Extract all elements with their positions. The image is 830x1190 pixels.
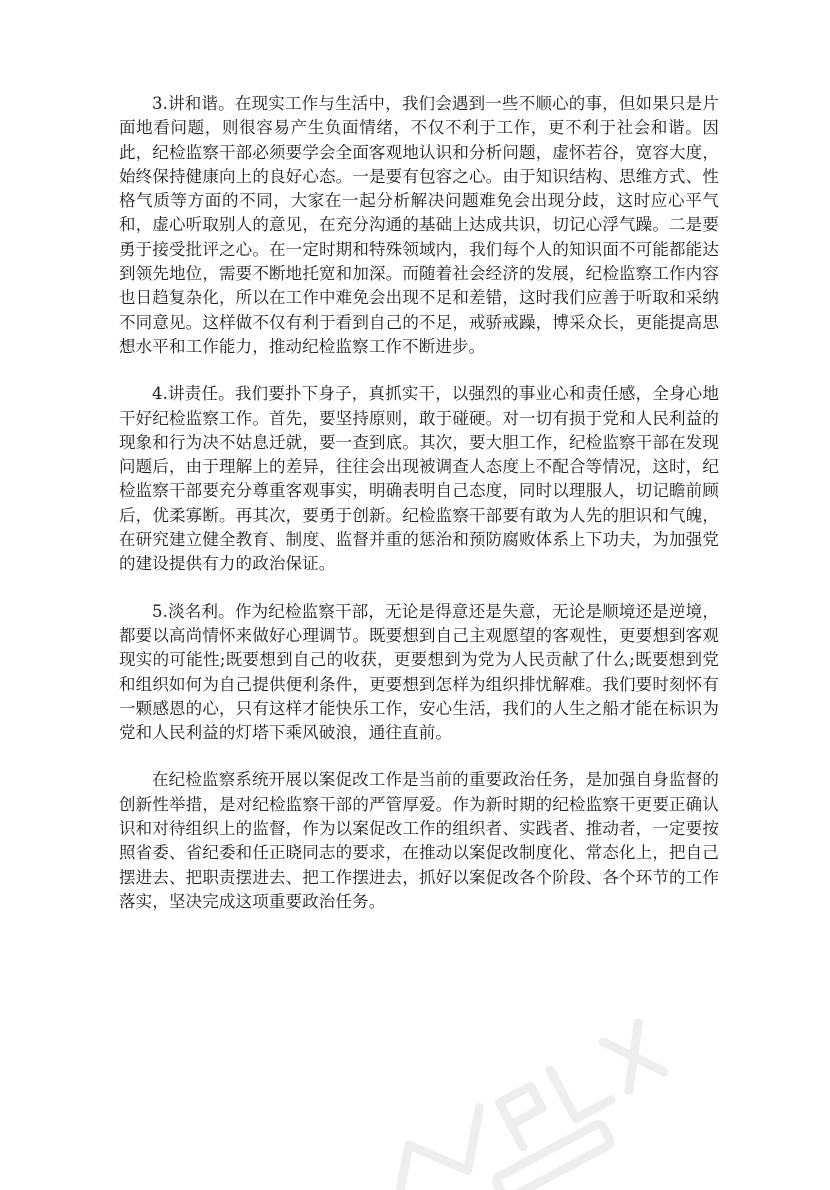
watermark-icon xyxy=(330,1010,710,1190)
paragraph-fame-and-gain: 5.淡名利。作为纪检监察干部，无论是得意还是失意，无论是顺境还是逆境，都要以高尚情怀来做好心理调节。既要想到自己主观愿望的客观性，更要想到客观现实的可能性;既要想到自己的收获，更要想到为党为人民贡献了什么;既要想到党和组织如何为自己提供便利条件，更要想到怎样为组织排忧解难。我们要时刻怀有一颗感恩的心，只有这样才能快乐工作，安心生活，我们的人生之船才能在标识为党和人民利益的灯塔下乘风破浪，通往直前。 xyxy=(119,601,719,743)
paragraph-responsibility: 4.讲责任。我们要扑下身子，真抓实干，以强烈的事业心和责任感，全身心地干好纪检监察工作。首先，要坚持原则，敢于碰硬。对一切有损于党和人民利益的现象和行为决不姑息迁就，要一查到底。其次，要大胆工作，纪检监察干部在发现问题后，由于理解上的差异，往往会出现被调查人态度上不配合等情况，这时，纪检监察干部要充分尊重客观事实，明确表明自己态度，同时以理服人，切记瞻前顾后，优柔寡断。再其次，要勇于创新。纪检监察干部要有敢为人先的胆识和气魄，在研究建立健全教育、制度、监督并重的惩治和预防腐败体系上下功夫，为加强党的建设提供有力的政治保证。 xyxy=(119,384,719,574)
document-body xyxy=(119,92,719,937)
paragraph-conclusion: 在纪检监察系统开展以案促改工作是当前的重要政治任务，是加强自身监督的创新性举措，是对纪检监察干部的严管厚爱。作为新时期的纪检监察干更要正确认识和对待组织上的监督，作为以案促改工作的组织者、实践者、推动者，一定要按照省委、省纪委和任正晓同志的要求，在推动以案促改制度化、常态化上，把自己摆进去、把职责摆进去、把工作摆进去，抓好以案促改各个阶段、各个环节的工作落实，坚决完成这项重要政治任务。 xyxy=(119,770,719,911)
paragraph-harmony: 3.讲和谐。在现实工作与生活中，我们会遇到一些不顺心的事，但如果只是片面地看问题，则很容易产生负面情绪，不仅不利于工作，更不利于社会和谐。因此，纪检监察干部必须要学会全面客观地认识和分析问题，虚怀若谷，宽容大度，始终保持健康向上的良好心态。一是要有包容之心。由于知识结构、思维方式、性格气质等方面的不同，大家在一起分析解决问题难免会出现分歧，这时应心平气和，虚心听取别人的意见，在充分沟通的基础上达成共识，切记心浮气躁。二是要勇于接受批评之心。在一定时期和特殊领域内，我们每个人的知识面不可能都能达到领先地位，需要不断地托宽和加深。而随着社会经济的发展，纪检监察工作内容也日趋复杂化，所以在工作中难免会出现不足和差错，这时我们应善于听取和采纳不同意见。这样做不仅有利于看到自己的不足，戒骄戒躁，博采众长，更能提高思想水平和工作能力，推动纪检监察工作不断进步。 xyxy=(119,94,719,356)
